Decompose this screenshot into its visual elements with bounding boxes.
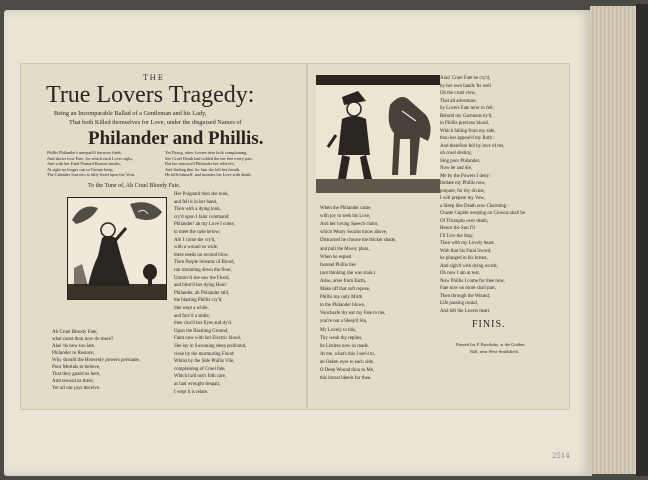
- verse-line: Phillis my only Mirth: [320, 295, 363, 301]
- ballad-subtitle-line-2: That both Killed themselves for Love, under the disguised Names of: [69, 119, 242, 126]
- verse-line: And left the Lovers heart.: [440, 308, 491, 314]
- verse-line: Then with a dying look,: [174, 207, 221, 213]
- verse-line: Phillis Philander's unequal'd Sorrows finds,: [47, 150, 122, 155]
- verse-line: by her own hands 'tis well: [440, 83, 492, 89]
- verse-line: to meet the rude below;: [174, 230, 221, 235]
- verse-line: I will prepare my Vow,: [440, 196, 485, 201]
- verse-line: complaining of Cruel fate,: [174, 366, 226, 372]
- book-cover-edge: [636, 4, 648, 476]
- verse-line: Yet Dying, other Lovers dear look complaining,: [165, 150, 248, 155]
- verse-line: what canst thou now do more?: [52, 337, 114, 342]
- verse-line: which Weary Swains know above,: [320, 230, 388, 236]
- verse-line: an Oaken eyes to each side,: [320, 359, 375, 365]
- verse-line: The Calender Sorrows is fully fixed upon her Vein.: [47, 172, 135, 178]
- verse-line: That they guard us here,: [52, 372, 101, 377]
- verse-line: Oh now I am at rest,: [440, 271, 480, 276]
- finis: FINIS.: [472, 319, 506, 330]
- verse-line: Philander to Restore;: [52, 351, 95, 356]
- verse-line: Philander, ah Philander still,: [174, 290, 230, 296]
- imprint-line-1: Printed for P. Brooksby, at the Golden: [456, 342, 525, 347]
- verse-line: Thy weak thy replies,: [320, 335, 363, 341]
- verse-line: Which falling from my side,: [440, 128, 496, 134]
- verse-line: and fell it in her hand,: [174, 199, 218, 205]
- verse-line: and pull the Mossy plain,: [320, 246, 370, 252]
- page-edges: [590, 6, 638, 474]
- verse-line: Now be and die,: [440, 166, 473, 171]
- verse-line: At sight no longer can in Torture keep,: [47, 166, 114, 172]
- verse-line: And with her Fatal Poniard Reason breaks,: [47, 161, 121, 167]
- verse-line: (not thinking she was slain.): [320, 270, 376, 276]
- verse-line: cry'd upon I faint command:: [174, 214, 230, 220]
- verse-line: Instead Phillis ties: [320, 262, 356, 268]
- verse-line: Arise, arise from Earth,: [320, 278, 367, 284]
- verse-line: Upon the Blushing Ground,: [174, 328, 229, 334]
- verse-line: Yet all our joys deceive.: [52, 386, 101, 391]
- pencil-mark: 2514: [552, 452, 570, 460]
- verse-line: as had wrought despair,: [174, 382, 221, 387]
- verse-line: Sing poor Philander,: [440, 158, 481, 164]
- verse-line: Poor Mortals to believe,: [52, 365, 101, 370]
- verse-line: And reward us there,: [52, 379, 94, 384]
- verse-line: he Listless now so made.: [320, 343, 370, 349]
- verse-line: to the Philander blows,: [320, 303, 366, 309]
- verse-line: and blest'd her dying Hour:: [174, 283, 228, 289]
- verse-line: When the Philander came,: [320, 206, 372, 211]
- verse-line: Ah Cruel Bloody Fate,: [52, 330, 98, 335]
- verse-line: this breast bleeds for thee.: [320, 376, 372, 382]
- verse-line: Fate now no more shall part,: [440, 286, 496, 291]
- verse-line: Alas! Cruel Fate he cry'd,: [440, 76, 491, 81]
- verse-line: with joy to seek his Love,: [320, 214, 371, 220]
- tune-line: To the Tune of, Ah Cruel Bloody Fate.: [88, 183, 181, 189]
- verse-line: Make off that soft repose,: [320, 287, 371, 292]
- verse-line: close by the murmuring Flood:: [174, 351, 235, 357]
- verse-line: And sigh'd with dying words,: [440, 263, 498, 269]
- verse-line: Then through the Wound,: [440, 293, 491, 299]
- verse-line: Life passing round,: [440, 301, 478, 306]
- verse-line: thou her appear'd my Ruth :: [440, 136, 495, 141]
- verse-line: He kills himself, and imitates his Love with death.: [165, 172, 252, 178]
- verse-line: Then Purple Streams of Blood,: [174, 260, 235, 266]
- verse-line: and forc'd a smile,: [174, 313, 210, 319]
- woodcut-gentleman-image: [316, 75, 440, 193]
- ballad-title: True Lovers Tragedy:: [46, 82, 255, 108]
- verse-line: She lay in Swooning sleep profound,: [174, 344, 247, 349]
- verse-line: by Lovers Fate ne'er to fell.: [440, 106, 494, 111]
- verse-line: When he espied: [320, 254, 352, 260]
- verse-line: With that his Fatal Sword,: [440, 248, 492, 254]
- verse-line: Alas 'tis now too late,: [52, 344, 96, 349]
- verse-line: Whilst by the Side Phillis Vile,: [174, 359, 235, 365]
- verse-line: in Phillis precious blood,: [440, 121, 489, 126]
- verse-line: O Deep Wound thou to Me,: [320, 368, 375, 373]
- sheet-fold: [306, 63, 308, 408]
- verse-line: Hence the Sun I'll: [440, 226, 475, 231]
- verse-line: I'll Live the Stay,: [440, 233, 474, 239]
- verse-line: Distracted he choose the thicket shade,: [320, 238, 397, 244]
- lovers-names: Philander and Phillis.: [88, 128, 264, 149]
- verse-line: Then with my Lovely heart.: [440, 241, 495, 246]
- verse-line: Imitate my Phillis now,: [440, 181, 486, 186]
- verse-line: Behold my Garments by'd,: [440, 113, 493, 119]
- verse-line: And shows how Fate, for which each Lover sighs,: [47, 155, 134, 161]
- verse-line: you're not a Sleep'd Sin,: [320, 319, 368, 325]
- verse-line: Why should the Heavenly powers persuade,: [52, 358, 141, 363]
- verse-line: Which ha'd not's foth care,: [174, 374, 227, 380]
- verse-line: That all adventure,: [440, 98, 477, 104]
- verse-line: prepare, for thy divine,: [440, 188, 485, 194]
- verse-line: the blasting Phillis cry'd,: [174, 298, 223, 304]
- verse-line: I wept it is relate.: [174, 389, 209, 395]
- verse-line: She wept a while,: [174, 306, 209, 311]
- verse-line: he plunged in his breast,: [440, 256, 488, 261]
- verse-line: At me, what's this I see'd to,: [320, 351, 376, 357]
- verse-line: Unmov'd she saw the Flood,: [174, 275, 230, 281]
- woodcut-lady-image: [68, 198, 166, 299]
- verse-line: ran streaming down the floor,: [174, 268, 232, 273]
- verse-line: And therefore fell by love of me,: [440, 143, 505, 149]
- verse-line: Her Poignard then she took,: [174, 192, 229, 197]
- verse-line: See Cruel Death had cobled the her feet every part,: [165, 155, 253, 161]
- verse-line: And her loving Speech claim,: [320, 222, 379, 228]
- woodcut-lady: [67, 197, 167, 300]
- verse-line: Oh the cruel view,: [440, 91, 476, 96]
- verse-line: Now Phillis I come for thee now,: [440, 278, 505, 284]
- verse-line: Faint now with her Electric blood,: [174, 336, 242, 342]
- verse-line: Ah! I come the cry'd,: [174, 237, 216, 243]
- verse-line: Vouchsafe thy ear my Fate to me,: [320, 311, 386, 317]
- verse-line: But her renown'd Philander her relieve's,: [165, 161, 236, 167]
- verse-line: a Sleep like Death now Charming :: [440, 203, 509, 209]
- verse-line: then clos'd her Eyes and dy'd.: [174, 321, 232, 327]
- verse-line: Me by the Powers I deny :: [440, 173, 492, 179]
- ballad-subtitle-line-1: Being an Incomparable Ballad of a Gentleman and his Lady,: [54, 110, 207, 117]
- woodcut-gentleman: [316, 75, 440, 193]
- verse-line: oh cruel destiny,: [440, 151, 473, 156]
- verse-line: there needs no second blow.: [174, 252, 229, 258]
- verse-line: And finding that for him she left her breath,: [165, 166, 241, 172]
- imprint-line-2: Ball, near West-Smithfield.: [470, 349, 520, 354]
- verse-line: Of Triumphs over death,: [440, 218, 489, 224]
- verse-line: Chaste Cupids weeping on Crowns shall be: [440, 211, 526, 216]
- verse-line: My Lovely to this,: [320, 327, 357, 333]
- verse-line: Philander! ah my Love I come,: [174, 222, 235, 228]
- heading-the: THE: [143, 74, 165, 82]
- verse-line: with a wound so wide,: [174, 245, 219, 251]
